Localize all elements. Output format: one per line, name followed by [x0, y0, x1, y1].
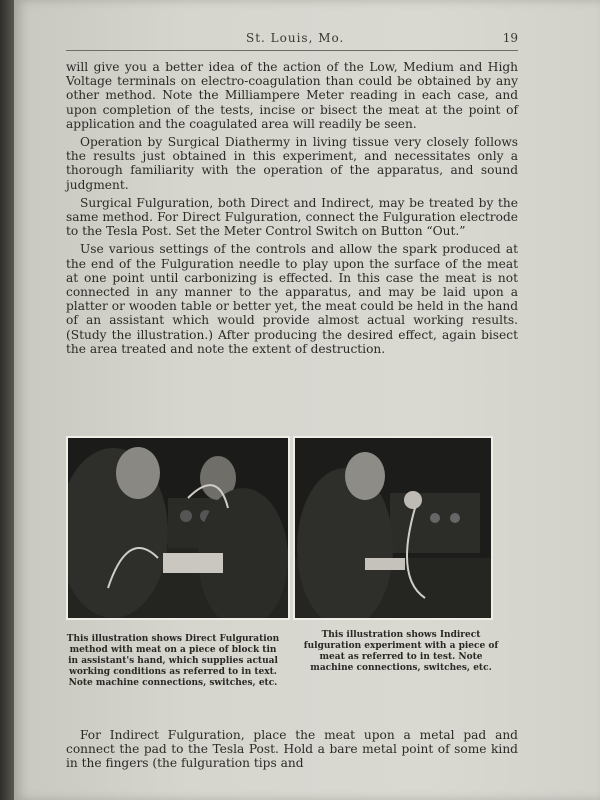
- photo-indirect-fulguration: [293, 436, 493, 620]
- running-header: [66, 28, 518, 51]
- page-number: 19: [502, 31, 518, 45]
- paragraph: Use various settings of the controls and allow the spark produced at the end of the Fulguration needle to play upon the surface of the meat at one point until carbonizing is effected. In this case the meat is not connected in any manner to the apparatus, and may be laid upon a platter or wooden table or better yet, the meat could be held in the hand of an assistant which would provide almost actual working results. (Study the illustration.) After producing the desired effect, again bisect the area treated and note the extent of destruction.: [66, 242, 518, 356]
- paragraph: Surgical Fulguration, both Direct and Indirect, may be treated by the same method. For Direct Fulguration, connect the Fulguration electrode to the Tesla Post. Set the Meter Control Switch on Button “Out.”: [66, 195, 518, 239]
- photo-direct-fulguration: [66, 436, 290, 620]
- bottom-text: [66, 728, 518, 771]
- figure-caption-2: This illustration shows Indirect fulguration experiment with a piece of meat as referred to in test. Note machine connections, switches, etc.: [303, 630, 499, 673]
- figure-caption-1: This illustration shows Direct Fulguration method with meat on a piece of block tin in assistant's hand, which supplies actual working conditions as referred to in text. Note machine connections, switches, etc.: [66, 634, 280, 688]
- body-text: [66, 60, 518, 360]
- header-title: St. Louis, Mo.: [246, 31, 345, 45]
- paragraph: Operation by Surgical Diathermy in living tissue very closely follows the results just obtained in this experiment, and necessitates only a thorough familiarity with the operation of the apparatus, and sound judgment.: [66, 135, 518, 192]
- book-page: [14, 0, 600, 800]
- paragraph: For Indirect Fulguration, place the meat upon a metal pad and connect the pad to the Tesla Post. Hold a bare metal point of some kind in the fingers (the fulguration tips and: [66, 728, 518, 771]
- paragraph: will give you a better idea of the action of the Low, Medium and High Voltage terminals on electro-coagulation than could be obtained by any other method. Note the Milliampere Meter reading in each case, and upon completion of the tests, incise or bisect the meat at the point of application and the coagulated area will readily be seen.: [66, 60, 518, 131]
